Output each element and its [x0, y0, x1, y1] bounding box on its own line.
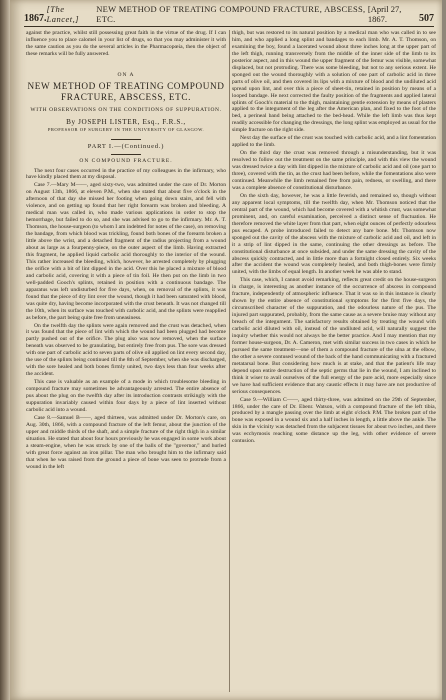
header-date: [April 27, 1867.: [367, 4, 402, 24]
author: By JOSEPH LISTER, Esq., F.R.S.,: [66, 117, 186, 126]
body-paragraph: Case 8.—Samuel B——, aged thirteen, was admitted under Dr. Morton's care, on Aug. 30th, 1866, with a compound fracture of the left femur, about the junction of the upper and middle thirds of the shaft, and a simple fracture of the right thigh in a similar situation. He stated that about four hours previously he was engaged in some work about a steam-engine, when he was struck by one of the balls of the "governor," and hurled with great force against an iron pillar. The man who brought him to the infirmary said that when he was raised from the ground a piece of bone was seen to protrude from a wound in the left: [26, 414, 226, 470]
body-paragraph: This case is valuable as an example of a mode in which troublesome bleeding in compound fracture may sometimes be advantageously arrested. The entire absence of pus about the plug on the twelfth day after its introduction contrasts strikingly with the suppuration invariably caused within four days by a piece of lint inserted without carbolic acid into a wound.: [26, 379, 226, 413]
header-journal: [The Lancet,]: [46, 4, 80, 24]
header-year: 1867.: [24, 13, 47, 24]
body-paragraph: This case, which, I cannot avoid remarking, reflects great credit on the house-surgeon in charge, is interesting as another instance of the occurrence of abscess in compound fracture, independently of atmospheric influence. That it was so in this instance is clearly shown by the entire absence of constitutional symptoms for the first five days, the circumscribed character of the suppuration, and the odourless nature of the pus. The injured part suppurated, probably, from the same cause as a severe bruise may without any breach of the integument. The satisfactory results obtained by treating the wound with carbolic acid diluted with oil, instead of the undiluted acid, will naturally suggest the inquiry whether this would not always be the better practice. And I may mention that my former house-surgeon, Dr. A. Cameron, met with similar success in two cases in which he pursued the same treatment—one of them a compound fracture of the ulna at the elbow, the other a severe contused wound of the back of the hand communicating with a fractured metatarsal bone. But considering how much is at stake, and that the patient's life may depend upon entire destruction of the septic germs that lie in the wound, I am inclined to think it wiser to avail ourselves of the full energy of the pure acid, more especially since we have had sufficient evidence that any caustic effects it may have are not productive of serious consequences.: [232, 277, 436, 395]
page-number: 507: [419, 13, 434, 24]
running-header: [24, 4, 434, 27]
right-column: [232, 30, 436, 692]
divider: [111, 154, 141, 155]
intro-paragraph: against the practice, whilst still possessing great faith in the virtue of the drug. If I can influence you to place calomel in your list of drugs, so that you may administer it with the same caution as you do the several articles in the Pharmacopœia, then the object of these remarks will be fully answered.: [26, 30, 226, 57]
journal-page: [10, 0, 442, 700]
body-paragraph: Case 9.—William C——, aged thirty-three, was admitted on the 29th of September, 1866, under the care of Dr. Ebenr. Watson, with a compound fracture of the left tibia, produced by a mangle passing over the limb at eight o'clock P.M. The broken part of the bone was exposed in a wound six and a half inches in length, a little above the ankle. The skin in the vicinity was detached from the subjacent tissues for about two inches, and there was ecchymosis reaching some distance up the leg, with other evidence of severe contusion.: [232, 396, 436, 445]
article-subtitle: WITH OBSERVATIONS ON THE CONDITIONS OF SUPPURATION.: [30, 106, 222, 113]
section-heading: ON COMPOUND FRACTURE.: [79, 157, 173, 164]
body-paragraph: Next day the surface of the crust was touched with carbolic acid, and a lint fomentation applied to the limb.: [232, 135, 436, 149]
author-role: PROFESSOR OF SURGERY IN THE UNIVERSITY OF GLASGOW.: [47, 126, 205, 132]
part-heading: PART I.—(Continued.): [87, 142, 165, 150]
body-paragraph: Case 7.—Mary M——, aged sixty-two, was admitted under the care of Dr. Morton on August 13th, 1866, at eleven P.M., when she stated that about five o'clock in the afternoon of that day she missed her footing when going down stairs, and fell with violence, and on getting up found that her right forearm was broken and bleeding. A medical man was called in, who made various applications in order to stop the hemorrhage, but failed to do so, and she was advised to go to the infirmary. Mr. A. T. Thomson, the house-surgeon (to whom I am indebted for notes of the case), on removing the bandage, from which blood was trickling, found both bones of the forearm broken a little above the wrist, and a detached fragment of the radius projecting from a wound about as large as a fourpenny-piece, on the outer aspect of the limb. Having extracted this fragment, he applied liquid carbolic acid thoroughly to the interior of the wound. This rather increased the bleeding, which, however, he arrested completely by plugging the orifice with a bit of lint dipped in the acid. Over this he placed a mixture of blood and carbolic acid, covering it with a piece of tin foil. He then put on the limb in two well-padded Gooch's splints, retained in position with a continuous bandage. The apparatus was left undisturbed for five days, when, on removal of the splints, it was found that the piece of dry lint over the wound, though it had been saturated with blood, was quite dry, having become incorporated with the crust beneath. It was not changed till the 10th, when its surface was touched with carbolic acid, and the splints were reapplied as before, the part being quite free from uneasiness.: [26, 182, 226, 321]
body-paragraph: thigh, but was restored to its natural position by a medical man who was called in to see him, and who applied a long splint and bandages to each limb. Mr. A. T. Thomson, on examining the boy, found a lacerated wound about three inches long at the upper part of the left thigh, running transversely from the middle of the inner side of the limb to its posterior aspect, and in this wound the upper fragment of the femur was visible, somewhat displaced, but not protruding. There was some bleeding, but not to any serious extent. He sponged out the wound thoroughly with a solution of one part of carbolic acid in three parts of olive oil, and then covered its lips with a mixture of blood and the undiluted acid spread upon lint, and over this a piece of sheet-tin, retained in position by means of a looped bandage. He next corrected the faulty position of the fragments and applied lateral splints of Gooch's material to the thigh, maintaining gentle extension by means of plasters applied to the integument of the leg after the American plan, and fixed to the foot of the bed, a perineal band being attached to the bed-head. While the left limb was thus kept readily accessible for changing the dressings, the long splint was employed as usual for the simple fracture on the right side.: [232, 30, 436, 134]
column-rule: [229, 30, 230, 692]
body-paragraph: On the twelfth day the splints were again removed and the crust was detached, when it was found that the piece of lint with which the wound had been plugged had become partly pushed out of the orifice. The plug also was now removed, when the surface beneath was observed to be granulating, but entirely free from pus. The sore was dressed with one part of carbolic acid to seven parts of olive oil applied on lint every second day, the use of the splints being continued till the 8th of September, when she was discharged, with the sore healed and both bones firmly united, two days less than four weeks after the accident.: [26, 322, 226, 378]
book-spine: [0, 0, 10, 700]
body-paragraph: On the third day the crust was removed through a misunderstanding, but it was resolved to follow out the treatment on the same principle, and with this view the wound was dressed twice a day with lint dipped in the mixture of carbolic acid and oil (one part to three), covered with the tin, as the crust had been before, while the fomentations also were continued. Meanwhile the limb remained free from pain, redness, or swelling, and there was a complete absence of constitutional disturbance.: [232, 150, 436, 191]
header-running-title: NEW METHOD OF TREATING COMPOUND FRACTURE, ABSCESS, ETC.: [96, 4, 366, 24]
body-paragraph: On the sixth day, however, he was a little feverish, and remained so, though without any apparent local symptoms, till the twelfth day, when Mr. Thomson noticed that the central part of the wound, which had become covered with a whitish crust, was somewhat prominent, and, on careful examination, perceived a distinct sense of fluctuation. He therefore removed the white layer from that part, when eight ounces of perfectly odourless pus escaped. A probe introduced failed to detect any bare bone. Mr. Thomson now sponged out the cavity of the abscess with the mixture of carbolic acid and oil, and left in it a strip of lint dipped in the same, continuing the other dressings as before. The constitutional disturbance at once subsided, and under the same dressing the cavity of the abscess quickly contracted, and in little more than a fortnight closed entirely. Six weeks after the accident the wound was completely healed, and both thigh-bones were firmly united, with the limbs of equal length. In another week he was able to stand.: [232, 192, 436, 276]
body-paragraph: The next four cases occurred in the practice of my colleagues in the infirmary, who have kindly placed them at my disposal.: [26, 167, 226, 181]
divider: [111, 139, 141, 140]
article-title: NEW METHOD OF TREATING COMPOUND FRACTURE, ABSCESS, ETC.: [27, 80, 225, 102]
on-label: ON A: [117, 71, 135, 78]
left-column: [26, 30, 226, 692]
